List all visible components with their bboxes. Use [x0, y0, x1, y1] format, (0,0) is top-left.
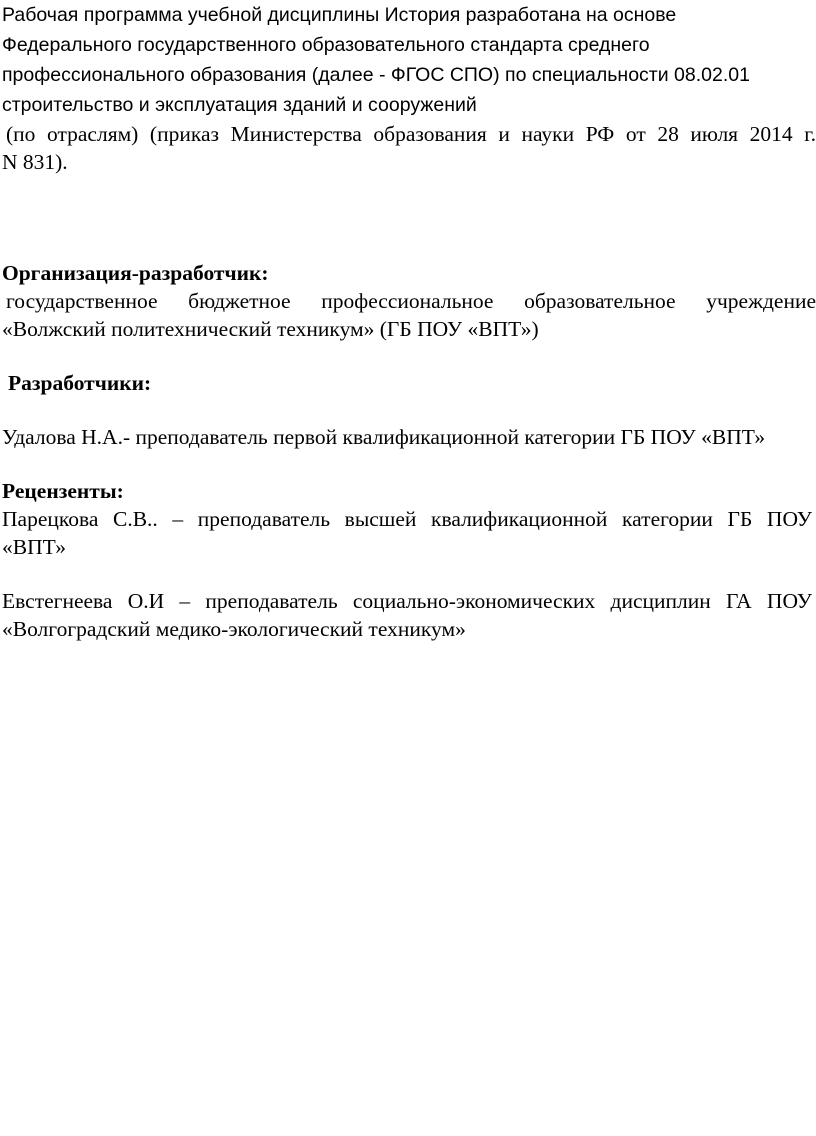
reviewer-2-section	[2, 587, 816, 643]
reviewer-1-line-2: «ВПТ»	[2, 535, 66, 559]
intro-line-2: Федерального государственного образовательного стандарта среднего	[2, 34, 650, 56]
intro-line-4: строительство и эксплуатация зданий и сооружений	[2, 94, 477, 116]
reviewer-1-line-1: Парецкова С.В.. – преподаватель высшей квалификационной категории ГБ ПОУ	[2, 507, 812, 531]
reviewer-2-line-2: «Волгоградский медико-экологический техникум»	[2, 617, 466, 641]
intro-paragraph	[2, 0, 816, 176]
developers-heading-block	[2, 369, 816, 397]
intro-line-3: профессионального образования (далее - ФГОС СПО) по специальности 08.02.01	[2, 64, 750, 86]
intro-line-6: N 831).	[2, 150, 68, 174]
intro-line-5: (по отраслям) (приказ Министерства образования и науки РФ от 28 июля 2014 г.	[6, 122, 816, 146]
organization-section	[2, 259, 816, 343]
developers-heading: Разработчики:	[8, 371, 152, 395]
organization-text-line-2: «Волжский политехнический техникум» (ГБ ПОУ «ВПТ»)	[2, 317, 539, 341]
organization-heading: Организация-разработчик:	[2, 261, 269, 285]
developers-section	[2, 423, 816, 451]
intro-line-1: Рабочая программа учебной дисциплины История разработана на основе	[2, 4, 677, 26]
organization-text-line-1: государственное бюджетное профессиональное образовательное учреждение	[6, 289, 816, 313]
developers-text: Удалова Н.А.- преподаватель первой квалификационной категории ГБ ПОУ «ВПТ»	[2, 425, 766, 449]
reviewers-heading: Рецензенты:	[2, 479, 124, 503]
reviewer-2-line-1: Евстегнеева О.И – преподаватель социально-экономических дисциплин ГА ПОУ	[2, 589, 812, 613]
reviewers-section	[2, 477, 816, 561]
